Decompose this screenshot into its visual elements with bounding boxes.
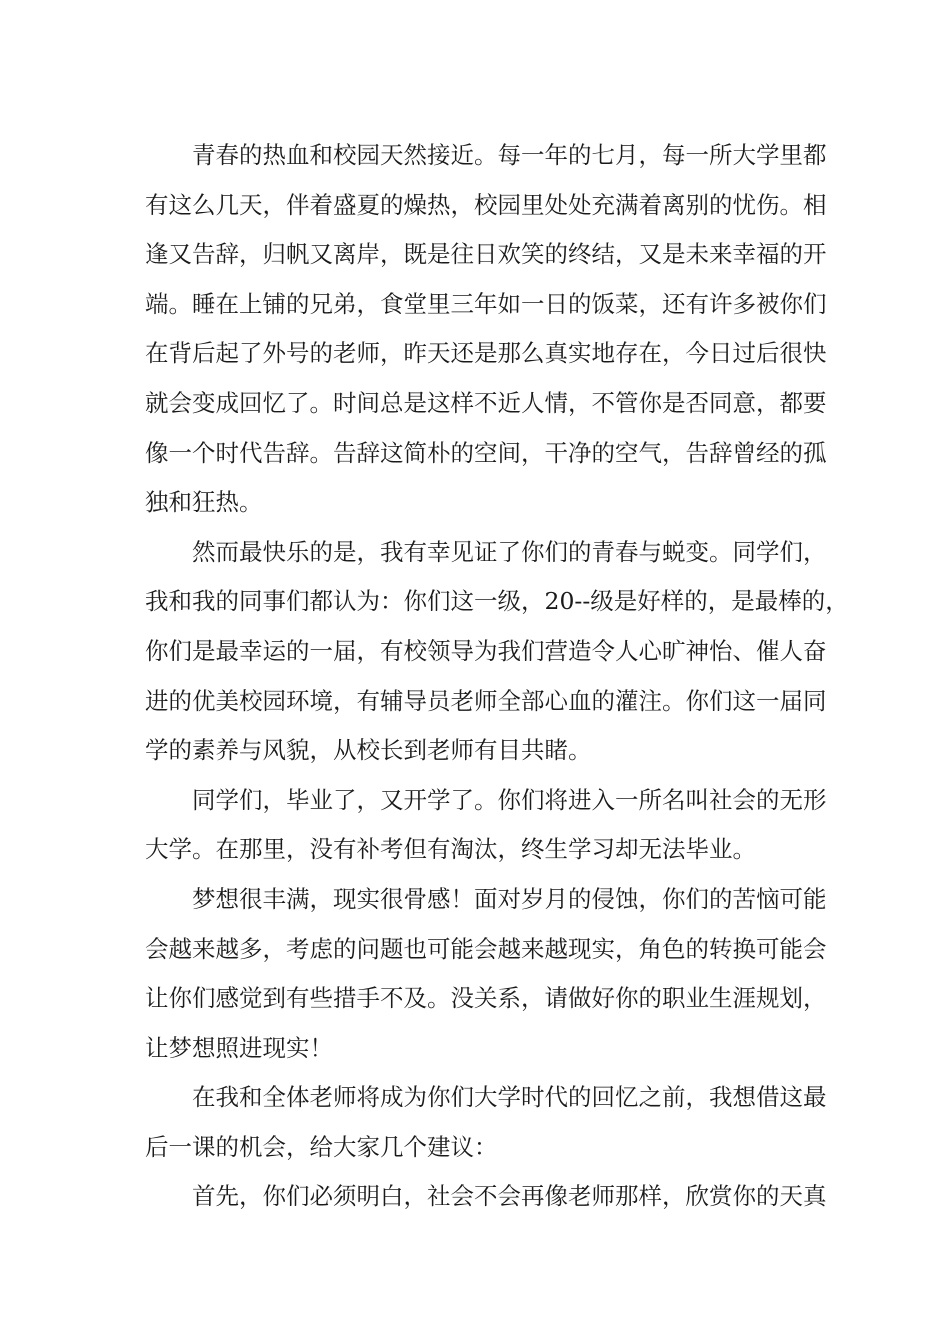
text-line: 在背后起了外号的老师，昨天还是那么真实地存在，今日过后很快 xyxy=(145,339,827,368)
text-line: 大学。在那里，没有补考但有淘汰，终生学习却无法毕业。 xyxy=(145,835,756,864)
text-line: 会越来越多，考虑的问题也可能会越来越现实，角色的转换可能会 xyxy=(145,934,827,963)
text-line: 进的优美校园环境，有辅导员老师全部心血的灌注。你们这一届同 xyxy=(145,686,827,715)
paragraph-5 xyxy=(145,1073,827,1172)
text-line: 独和狂热。 xyxy=(145,488,263,517)
text-line: 后一课的机会，给大家几个建议： xyxy=(145,1132,498,1161)
text-line: 首先，你们必须明白，社会不会再像老师那样，欣赏你的天真 xyxy=(192,1182,827,1211)
text-line: 我和我的同事们都认为：你们这一级，20--级是好样的，是最棒的， xyxy=(145,587,849,616)
text-line: 同学们，毕业了，又开学了。你们将进入一所名叫社会的无形 xyxy=(192,785,827,814)
paragraph-1 xyxy=(145,131,827,528)
paragraph-2 xyxy=(145,528,849,776)
text-line: 让你们感觉到有些措手不及。没关系，请做好你的职业生涯规划， xyxy=(145,984,827,1013)
paragraph-3 xyxy=(145,776,827,875)
paragraph-6 xyxy=(145,1172,827,1222)
text-line: 在我和全体老师将成为你们大学时代的回忆之前，我想借这最 xyxy=(192,1083,827,1112)
text-line: 学的素养与风貌，从校长到老师有目共睹。 xyxy=(145,736,592,765)
text-line: 让梦想照进现实！ xyxy=(145,1033,333,1062)
text-line: 像一个时代告辞。告辞这简朴的空间，干净的空气，告辞曾经的孤 xyxy=(145,438,827,467)
text-line: 你们是最幸运的一届，有校领导为我们营造令人心旷神怡、催人奋 xyxy=(145,636,827,665)
text-line: 逢又告辞，归帆又离岸，既是往日欢笑的终结，又是未来幸福的开 xyxy=(145,240,827,269)
text-line: 然而最快乐的是，我有幸见证了你们的青春与蜕变。同学们， xyxy=(192,537,827,566)
text-line: 就会变成回忆了。时间总是这样不近人情，不管你是否同意，都要 xyxy=(145,388,827,417)
text-line: 梦想很丰满，现实很骨感！面对岁月的侵蚀，你们的苦恼可能 xyxy=(192,884,827,913)
document-body xyxy=(145,131,849,1222)
text-line: 青春的热血和校园天然接近。每一年的七月，每一所大学里都 xyxy=(192,141,827,169)
paragraph-4 xyxy=(145,875,827,1073)
text-line: 端。睡在上铺的兄弟，食堂里三年如一日的饭菜，还有许多被你们 xyxy=(145,289,827,318)
text-line: 有这么几天，伴着盛夏的燥热，校园里处处充满着离别的忧伤。相 xyxy=(145,190,827,219)
